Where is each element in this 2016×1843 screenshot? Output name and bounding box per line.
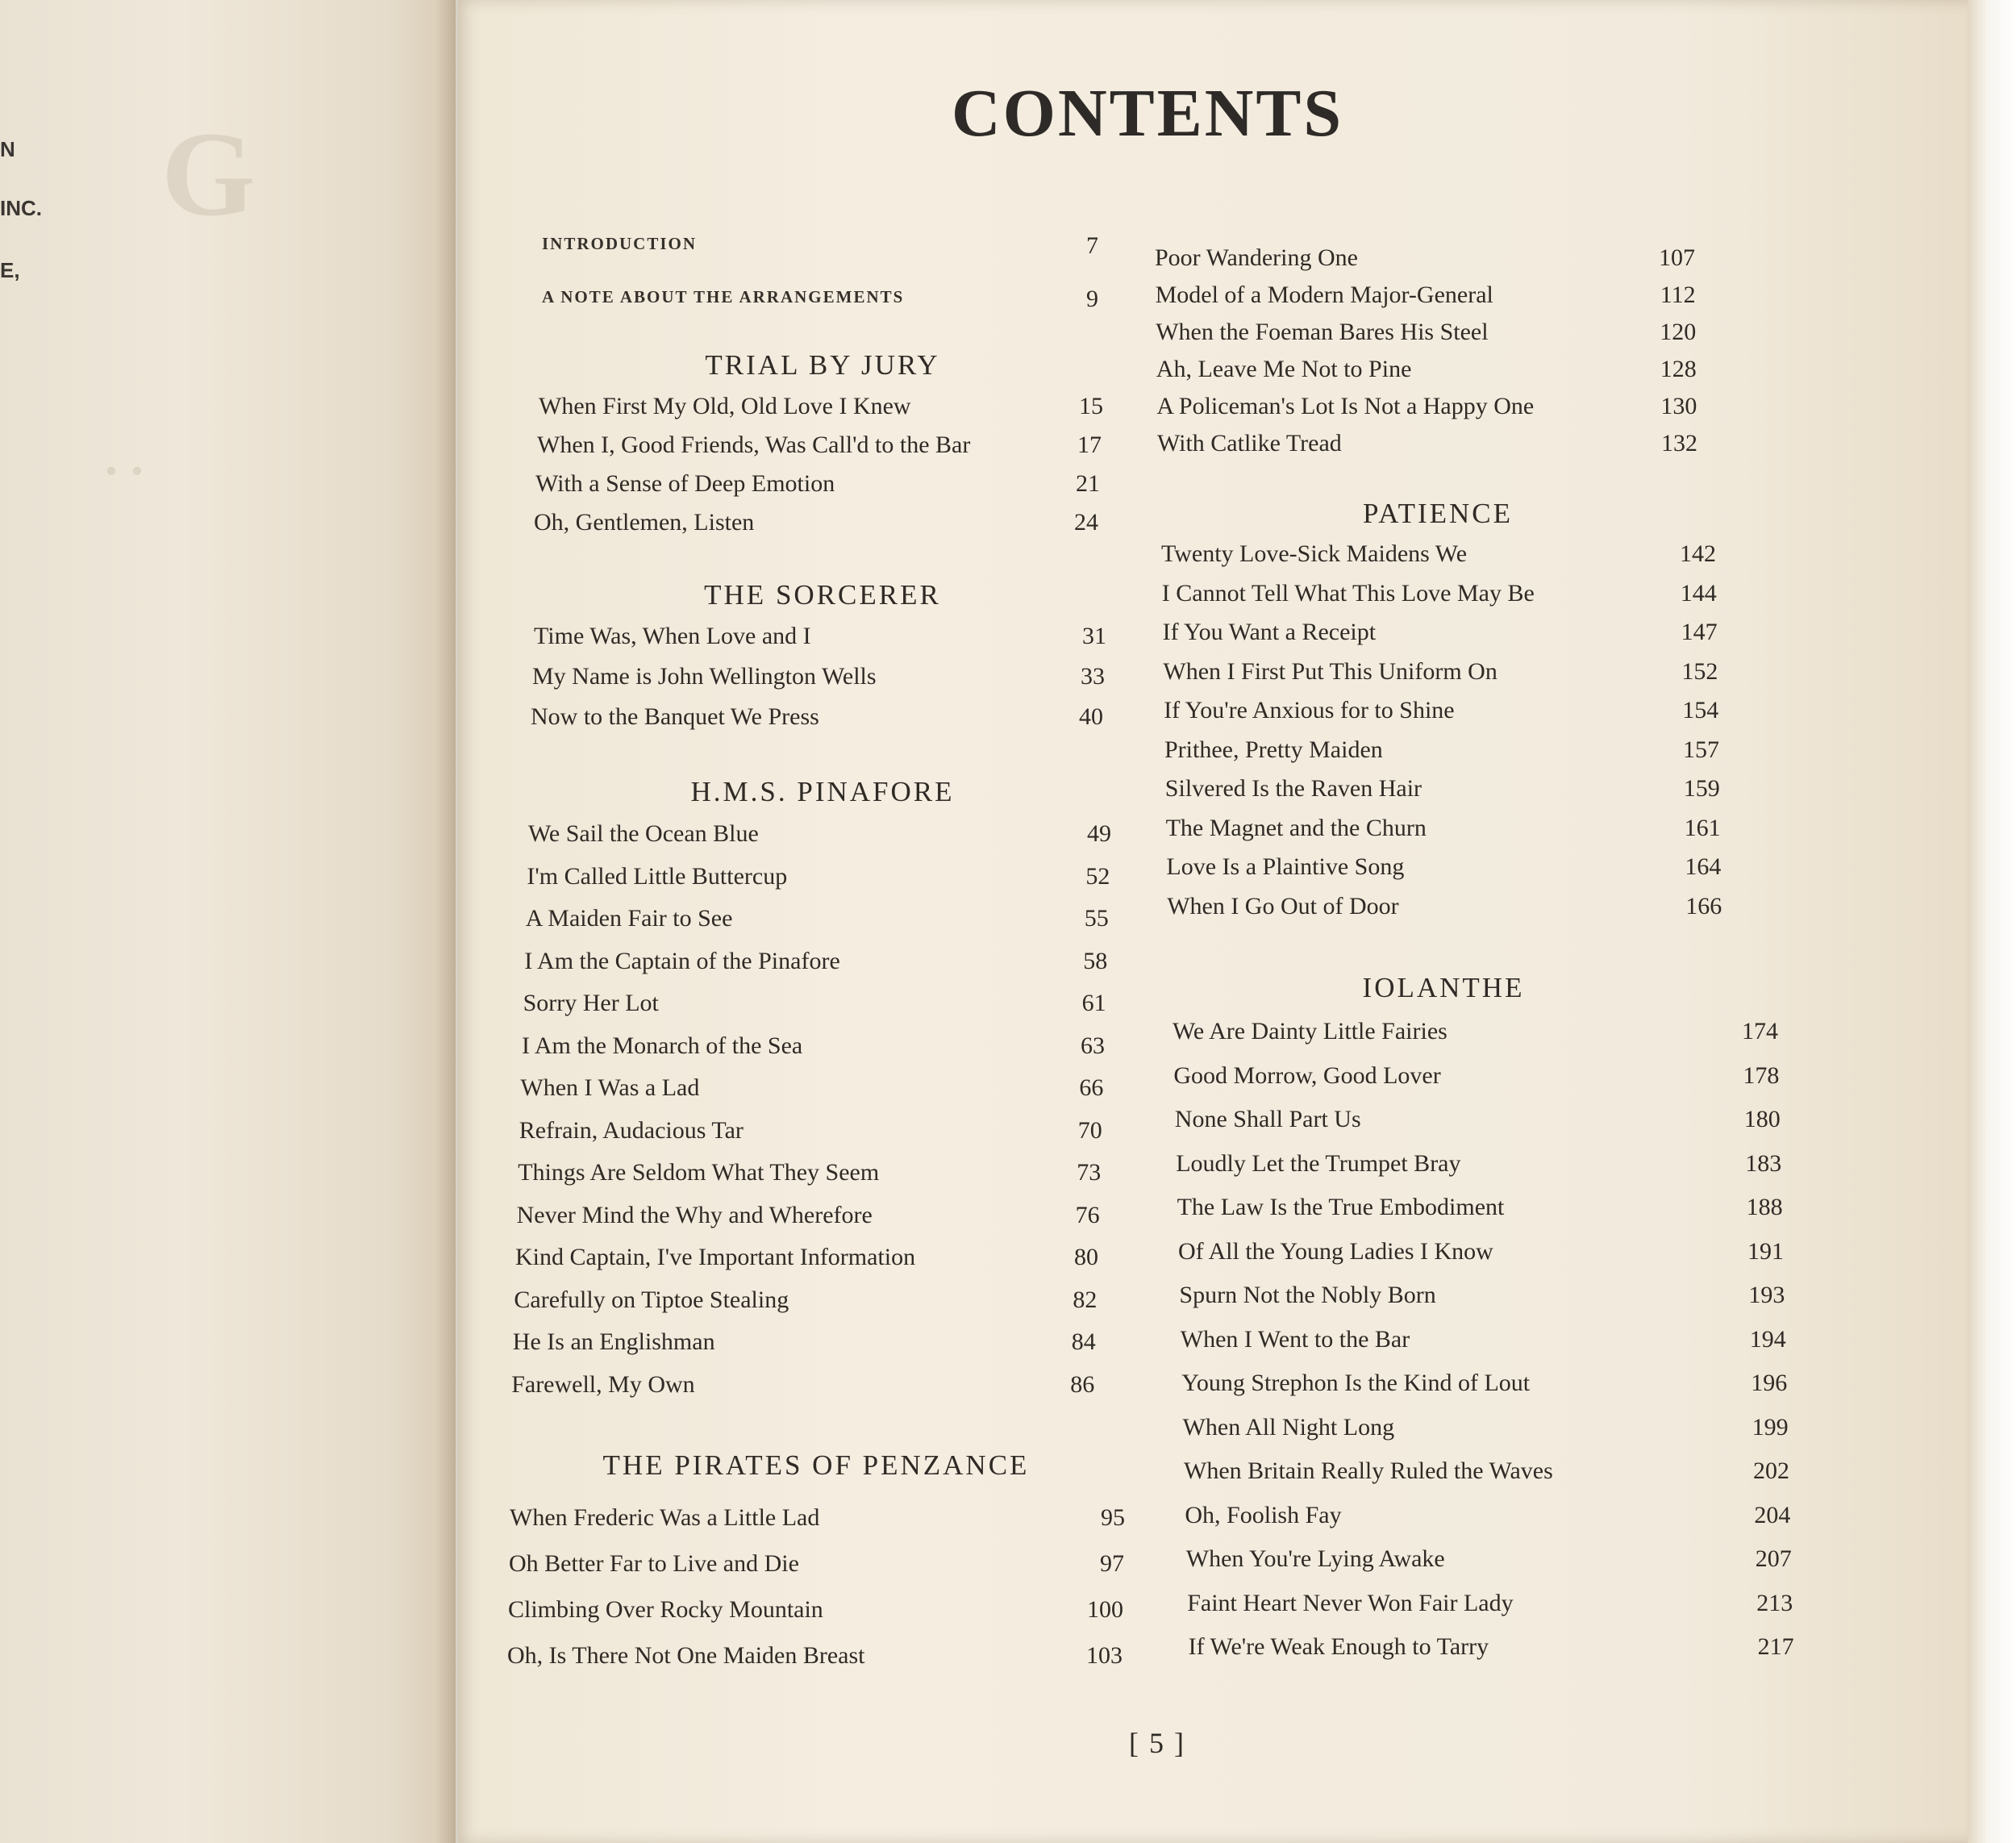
toc-entry-title: When I Went to the Bar [1180, 1325, 1410, 1353]
toc-entry-title: Good Morrow, Good Lover [1173, 1061, 1441, 1089]
toc-entry-page: 33 [1081, 663, 1105, 690]
toc-entry-title: Silvered Is the Raven Hair [1164, 775, 1422, 802]
toc-entry-title: I Am the Captain of the Pinafore [524, 947, 840, 974]
toc-entry-page: 154 [1682, 697, 1719, 723]
toc-entry-title: Faint Heart Never Won Fair Lady [1187, 1589, 1514, 1616]
toc-entry-page: 202 [1753, 1457, 1789, 1484]
toc-entry-title: When Frederic Was a Little Lad [510, 1504, 820, 1531]
left-fragment: INC. [0, 196, 42, 220]
front-matter-title: INTRODUCTION [542, 234, 698, 253]
page-number: [ 5 ] [1129, 1727, 1185, 1759]
toc-entry-title: Carefully on Tiptoe Stealing [514, 1286, 789, 1313]
toc-entry-title: I Am the Monarch of the Sea [522, 1032, 803, 1059]
toc-entry-page: 103 [1086, 1642, 1123, 1669]
toc-entry-page: 58 [1083, 947, 1108, 974]
toc-entry-title: Oh, Foolish Fay [1185, 1501, 1342, 1528]
toc-entry-page: 76 [1075, 1201, 1100, 1228]
toc-entry-page: 73 [1077, 1159, 1102, 1186]
toc-entry-page: 21 [1076, 470, 1100, 497]
section-heading: THE PIRATES OF PENZANCE [602, 1449, 1030, 1481]
toc-entry-title: I'm Called Little Buttercup [527, 862, 788, 890]
toc-entry-page: 31 [1082, 623, 1106, 649]
toc-entry-page: 144 [1680, 579, 1717, 607]
toc-entry-title: With a Sense of Deep Emotion [535, 470, 835, 497]
toc-entry-title: We Are Dainty Little Fairies [1173, 1018, 1447, 1045]
toc-entry-title: If You Want a Receipt [1162, 619, 1377, 645]
toc-entry-title: Oh Better Far to Live and Die [509, 1550, 799, 1577]
toc-entry-title: He Is an Englishman [512, 1328, 715, 1355]
toc-entry-title: Refrain, Audacious Tar [519, 1116, 744, 1144]
section-heading: THE SORCERER [704, 579, 941, 611]
page-title: CONTENTS [952, 76, 1344, 151]
toc-entry-title: If You're Anxious for to Shine [1164, 697, 1455, 723]
toc-entry-title: When First My Old, Old Love I Knew [539, 393, 911, 419]
toc-entry-page: 180 [1743, 1106, 1781, 1132]
toc-entry-page: 40 [1079, 703, 1103, 730]
toc-entry-title: Prithee, Pretty Maiden [1164, 736, 1383, 763]
toc-entry-page: 86 [1070, 1370, 1095, 1398]
toc-entry-title: When Britain Really Ruled the Waves [1184, 1457, 1553, 1484]
toc-entry-title: Twenty Love-Sick Maidens We [1161, 540, 1468, 567]
toc-entry-page: 97 [1100, 1550, 1124, 1577]
toc-entry-page: 174 [1742, 1018, 1778, 1045]
page-edge [1968, 0, 2016, 1843]
toc-entry-title: Never Mind the Why and Wherefore [516, 1201, 873, 1228]
toc-entry-title: Love Is a Plaintive Song [1166, 853, 1405, 880]
toc-entry-page: 63 [1081, 1032, 1105, 1059]
toc-entry-title: The Magnet and the Churn [1165, 814, 1427, 841]
toc-entry-page: 178 [1743, 1061, 1780, 1089]
toc-entry-page: 120 [1660, 319, 1697, 345]
toc-entry-title: Time Was, When Love and I [534, 623, 811, 649]
toc-entry-page: 84 [1071, 1328, 1096, 1355]
toc-entry-page: 55 [1084, 905, 1109, 932]
toc-entry-title: Farewell, My Own [511, 1370, 695, 1398]
toc-entry-page: 66 [1079, 1074, 1104, 1101]
toc-entry-page: 217 [1757, 1633, 1794, 1660]
toc-entry-title: When I Go Out of Door [1167, 892, 1399, 919]
toc-entry-page: 161 [1684, 814, 1721, 841]
toc-entry-page: 207 [1755, 1545, 1792, 1572]
toc-entry-page: 213 [1756, 1589, 1793, 1616]
toc-entry-page: 159 [1683, 775, 1720, 802]
toc-entry-page: 157 [1683, 736, 1719, 763]
show-through-line: . . [105, 428, 144, 486]
toc-entry-title: Climbing Over Rocky Mountain [508, 1596, 823, 1623]
left-fragment: E, [0, 258, 20, 282]
front-matter-title: A NOTE ABOUT THE ARRANGEMENTS [542, 287, 905, 306]
toc-entry-title: When All Night Long [1182, 1413, 1395, 1441]
toc-entry-title: A Policeman's Lot Is Not a Happy One [1156, 393, 1535, 419]
toc-entry-page: 142 [1680, 540, 1716, 567]
toc-entry-title: Things Are Seldom What They Seem [518, 1159, 880, 1186]
toc-entry-page: 70 [1077, 1116, 1102, 1144]
toc-entry-title: When You're Lying Awake [1185, 1545, 1445, 1572]
toc-entry-page: 24 [1074, 509, 1098, 536]
toc-entry-title: Oh, Gentlemen, Listen [534, 509, 755, 536]
toc-entry-title: With Catlike Tread [1157, 430, 1342, 457]
left-fragment: N [0, 137, 15, 161]
left-page [0, 0, 456, 1843]
toc-entry-page: 204 [1754, 1501, 1791, 1528]
toc-entry-title: A Maiden Fair to See [525, 905, 733, 932]
toc-entry-page: 80 [1074, 1244, 1098, 1270]
toc-entry-page: 107 [1659, 244, 1695, 271]
toc-entry-title: Young Strephon Is the Kind of Lout [1181, 1370, 1531, 1396]
toc-entry-page: 147 [1681, 619, 1718, 645]
section-heading: IOLANTHE [1362, 972, 1525, 1003]
toc-entry-title: When I First Put This Uniform On [1163, 657, 1497, 685]
toc-entry-title: Now to the Banquet We Press [531, 703, 819, 730]
section-heading: PATIENCE [1362, 498, 1514, 529]
toc-entry-title: Model of a Modern Major-General [1155, 281, 1493, 308]
toc-entry-page: 82 [1073, 1286, 1098, 1313]
toc-entry-page: 188 [1746, 1194, 1783, 1220]
toc-entry-title: When I, Good Friends, Was Call'd to the Bar [537, 432, 971, 458]
toc-entry-page: 100 [1087, 1596, 1123, 1623]
section-heading: TRIAL BY JURY [705, 349, 940, 381]
toc-entry-page: 191 [1747, 1237, 1784, 1265]
toc-entry-title: We Sail the Ocean Blue [528, 820, 759, 847]
toc-entry-page: 130 [1660, 393, 1697, 419]
toc-entry-title: When I Was a Lad [520, 1074, 700, 1101]
toc-entry-page: 152 [1681, 657, 1718, 685]
toc-entry-page: 61 [1081, 990, 1106, 1016]
toc-entry-page: 128 [1660, 356, 1697, 382]
toc-entry-page: 112 [1660, 281, 1696, 308]
toc-entry-title: None Shall Part Us [1174, 1106, 1361, 1132]
toc-entry-title: Kind Captain, I've Important Information [515, 1244, 916, 1270]
toc-entry-title: Ah, Leave Me Not to Pine [1156, 356, 1412, 382]
toc-entry-page: 17 [1077, 432, 1102, 458]
toc-entry-page: 199 [1752, 1413, 1789, 1441]
front-matter-page: 9 [1086, 286, 1098, 312]
toc-entry-title: Oh, Is There Not One Maiden Breast [507, 1642, 865, 1669]
toc-entry-page: 194 [1749, 1325, 1786, 1353]
toc-entry-title: I Cannot Tell What This Love May Be [1161, 579, 1535, 607]
toc-entry-title: My Name is John Wellington Wells [532, 663, 877, 690]
toc-entry-title: If We're Weak Enough to Tarry [1188, 1633, 1489, 1660]
toc-entry-page: 166 [1685, 892, 1722, 919]
toc-entry-page: 196 [1751, 1370, 1788, 1396]
toc-entry-title: Of All the Young Ladies I Know [1178, 1237, 1493, 1265]
section-heading: H.M.S. PINAFORE [690, 776, 955, 807]
toc-entry-page: 164 [1685, 853, 1722, 880]
toc-entry-page: 95 [1101, 1504, 1125, 1531]
front-matter-page: 7 [1086, 232, 1098, 259]
toc-entry-title: The Law Is the True Embodiment [1177, 1194, 1505, 1220]
toc-entry-title: Sorry Her Lot [523, 990, 659, 1016]
show-through-title: G [161, 107, 256, 241]
toc-entry-title: Poor Wandering One [1155, 244, 1358, 271]
toc-entry-page: 15 [1079, 393, 1103, 419]
toc-entry-page: 132 [1661, 430, 1697, 457]
toc-entry-title: When the Foeman Bares His Steel [1156, 319, 1489, 345]
toc-entry-page: 49 [1087, 820, 1111, 847]
toc-entry-title: Loudly Let the Trumpet Bray [1176, 1149, 1461, 1177]
toc-entry-title: Spurn Not the Nobly Born [1179, 1282, 1436, 1308]
toc-entry-page: 193 [1748, 1282, 1785, 1308]
toc-entry-page: 183 [1745, 1149, 1782, 1177]
toc-entry-page: 52 [1085, 862, 1110, 890]
